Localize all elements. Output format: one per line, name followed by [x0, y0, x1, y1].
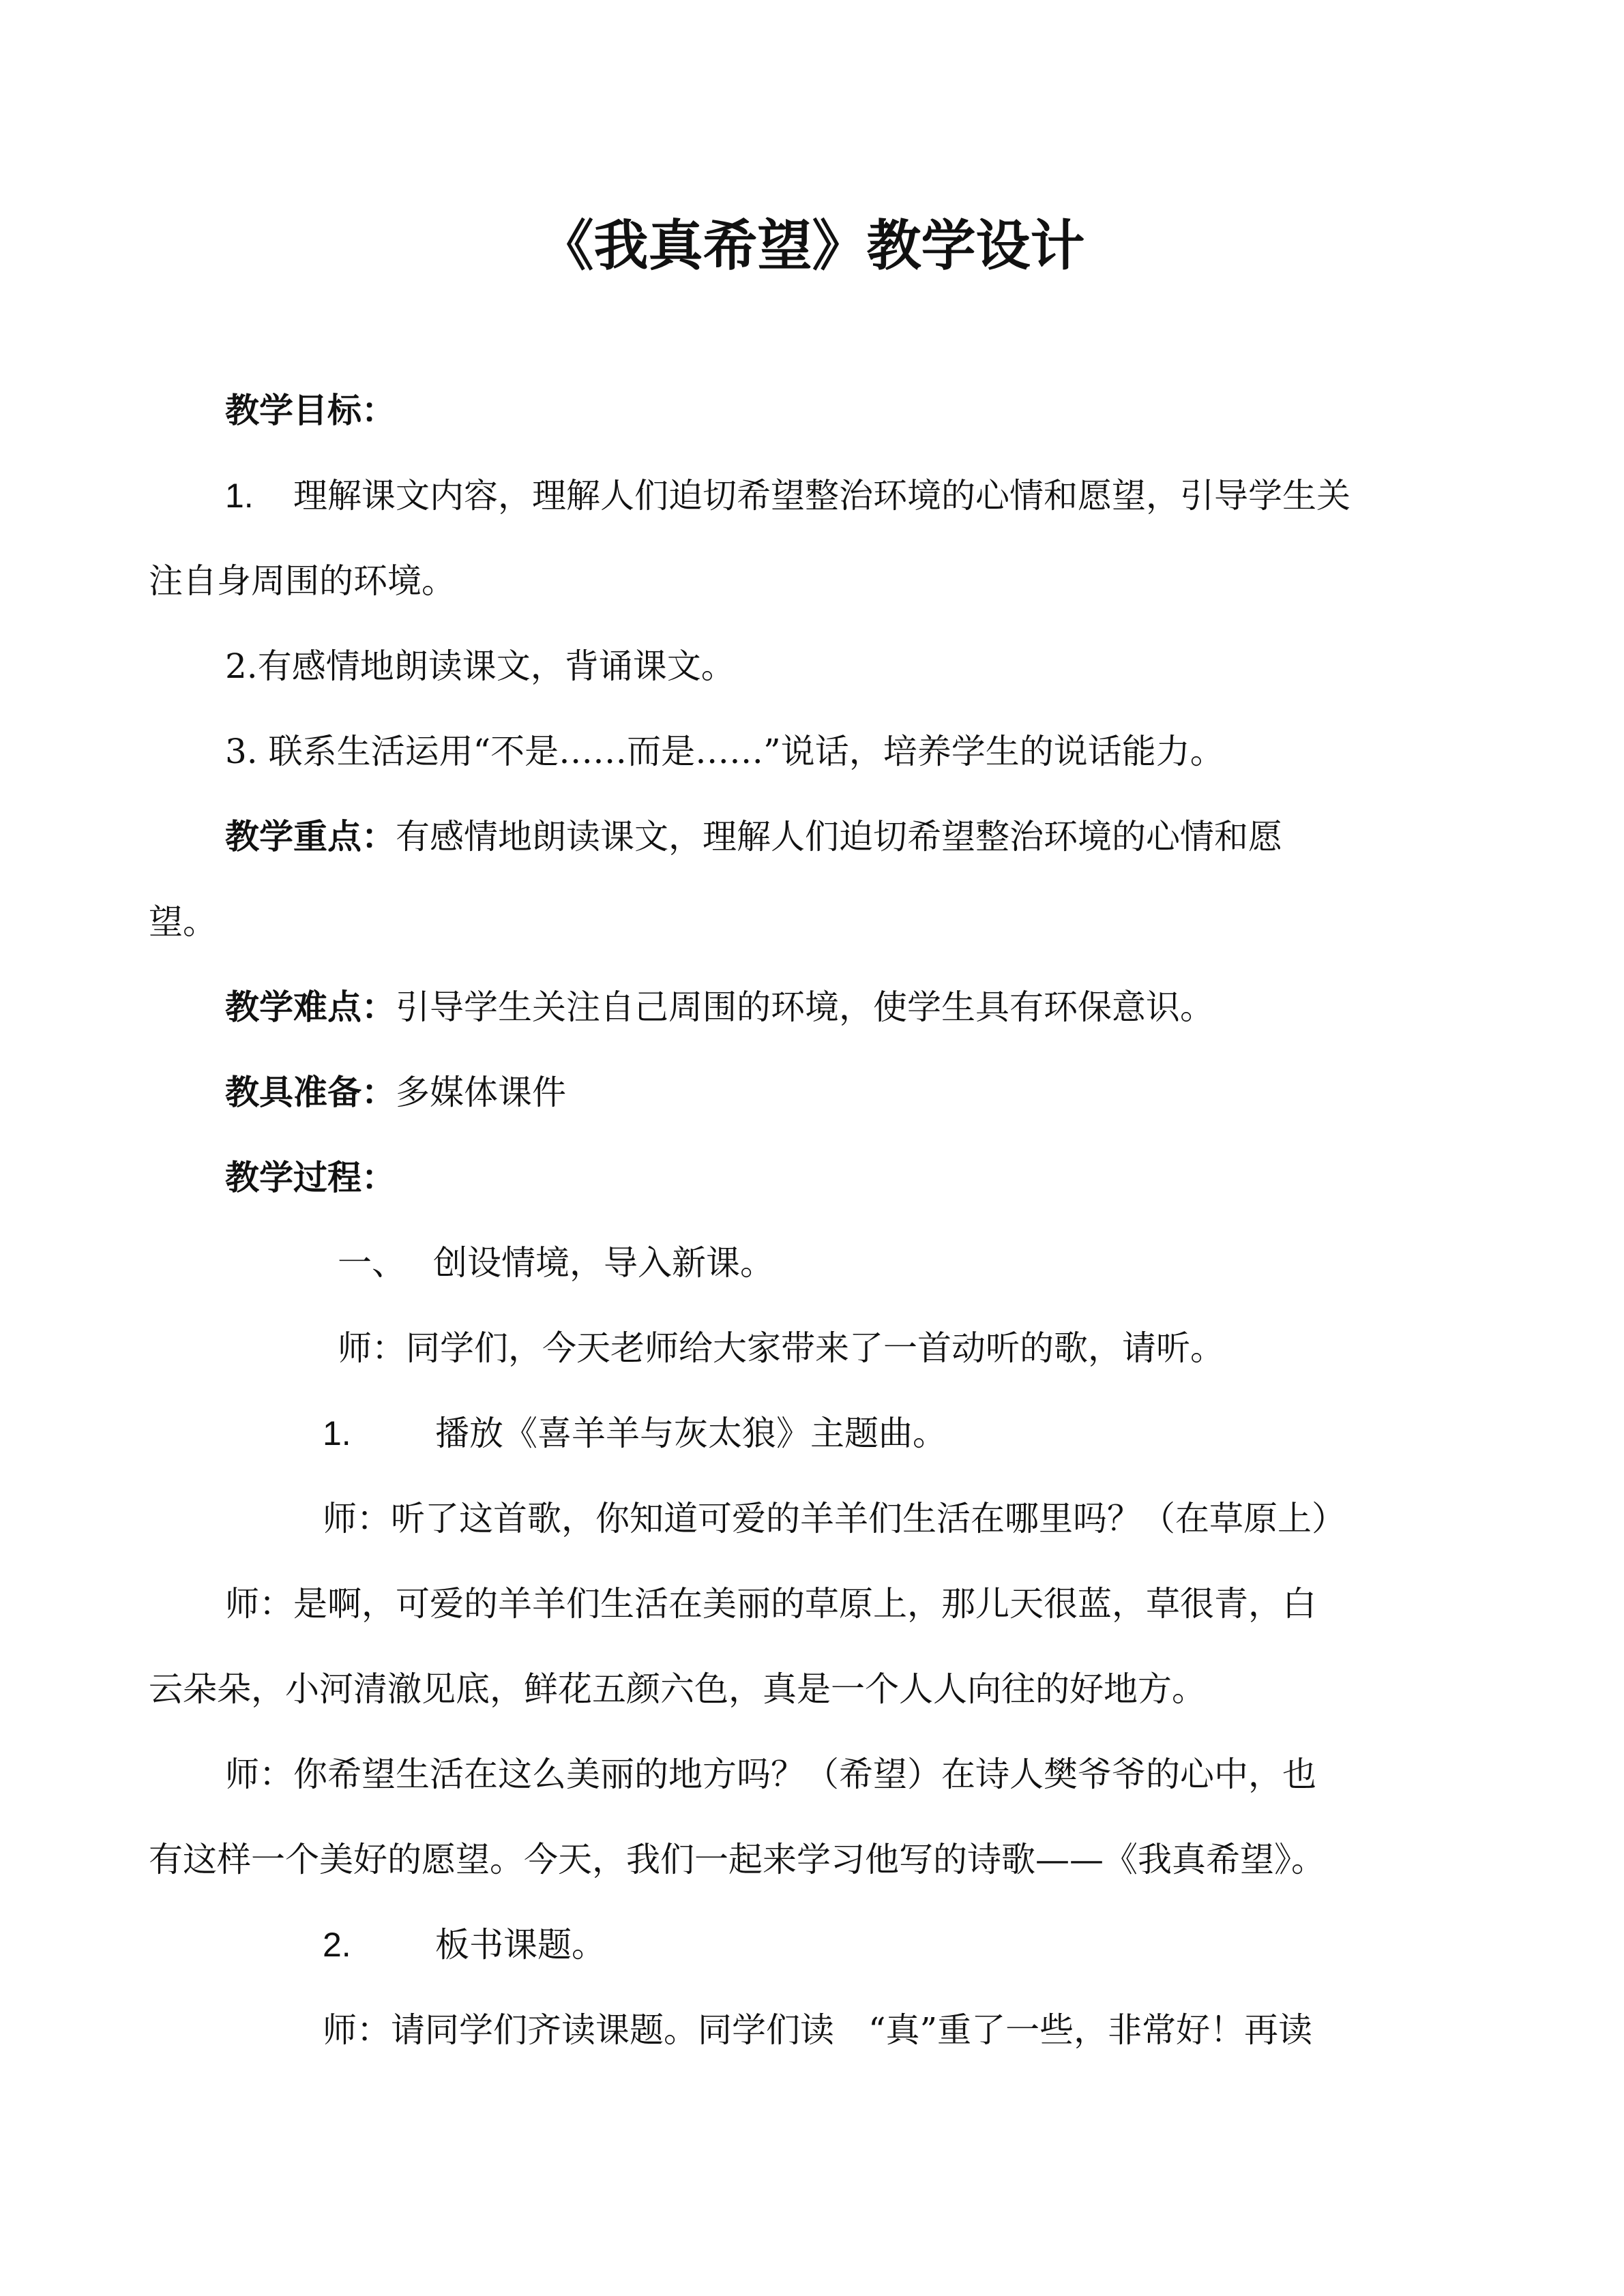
process-paragraph-3-line-2: 云朵朵，小河清澈见底，鲜花五颜六色，真是一个人人向往的好地方。: [149, 1669, 1206, 1709]
difficulty-line: [225, 985, 1214, 1029]
process-step-2-number: 2.: [323, 1926, 351, 1964]
objective-item-1-number: 1.: [225, 477, 254, 515]
objective-item-1-line-2: 注自身周围的环境。: [149, 561, 456, 601]
process-step-1-text: 播放《喜羊羊与灰太狼》主题曲。: [435, 1414, 947, 1453]
process-paragraph-4-line-1: 师：你希望生活在这么美丽的地方吗？（希望）在诗人樊爷爷的心中，也: [225, 1755, 1316, 1794]
objectives-heading: 教学目标：: [225, 391, 396, 430]
process-section-1-title: 创设情境，导入新课。: [433, 1243, 774, 1283]
objective-item-1-text: 理解课文内容，理解人们迫切希望整治环境的心情和愿望，引导学生关: [293, 476, 1350, 516]
process-paragraph-2: 师：听了这首歌，你知道可爱的羊羊们生活在哪里吗？（在草原上）: [323, 1499, 1346, 1538]
key-point-text: 有感情地朗读课文，理解人们迫切希望整治环境的心情和愿: [396, 817, 1282, 856]
process-step-1: [323, 1412, 947, 1455]
objective-item-3: 3. 联系生活运用“不是……而是……”说话，培养学生的说话能力。: [225, 732, 1224, 771]
objective-item-1-line-1: [225, 474, 1350, 518]
process-paragraph-3-line-1: 师：是啊，可爱的羊羊们生活在美丽的草原上，那儿天很蓝，草很青，白: [225, 1584, 1316, 1624]
process-step-1-number: 1.: [323, 1414, 351, 1452]
process-paragraph-5: 师：请同学们齐读课题。同学们读 “真”重了一些，非常好！再读: [323, 2010, 1313, 2050]
process-section-1-number: 一、: [338, 1244, 406, 1282]
difficulty-label: 教学难点：: [225, 987, 396, 1027]
key-point-label: 教学重点：: [225, 817, 396, 856]
difficulty-text: 引导学生关注自己周围的环境，使学生具有环保意识。: [396, 987, 1214, 1027]
objective-item-2: 2.有感情地朗读课文，背诵课文。: [225, 646, 735, 686]
materials-label: 教具准备：: [225, 1073, 396, 1112]
materials-line: [225, 1071, 566, 1114]
document-title: 《我真希望》教学设计: [539, 214, 1085, 278]
process-section-1: [338, 1241, 774, 1285]
process-step-2-text: 板书课题。: [435, 1925, 606, 1965]
process-step-2: [323, 1923, 606, 1967]
process-paragraph-4-line-2: 有这样一个美好的愿望。今天，我们一起来学习他写的诗歌——《我真希望》。: [149, 1840, 1325, 1879]
key-point-line-2: 望。: [149, 902, 217, 942]
materials-text: 多媒体课件: [396, 1073, 566, 1112]
process-heading: 教学过程：: [225, 1158, 396, 1197]
key-point-line-1: [225, 815, 1282, 859]
process-paragraph-1: 师：同学们，今天老师给大家带来了一首动听的歌，请听。: [338, 1328, 1224, 1368]
